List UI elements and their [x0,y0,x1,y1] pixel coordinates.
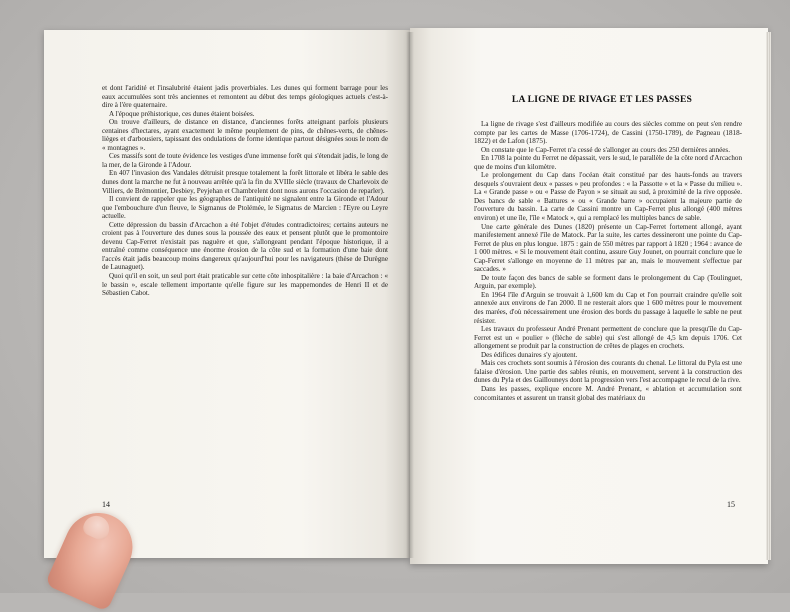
open-book [44,28,768,564]
section-heading: LA LIGNE DE RIVAGE ET LES PASSES [511,94,693,105]
paragraph: On constate que le Cap-Ferret n'a cessé de s'allonger au cours des 250 dernières années. [481,145,730,154]
paragraph: Cette dépression du bassin d'Arcachon a été l'objet d'études contradictoires; certains auteurs ne croient pas à l'ouverture des dunes sous la poussée des eaux et pensent plutôt que le promontoire devenu Cap-Ferret n'existait pas naguère et que, s'allongeant pendant l'époque historique, il a entraîné comme conséquence une énorme érosion de la côte sud et la formation d'une baie dont l'accès était jadis beaucoup moins dangereux qu'aujourd'hui pour les navigateurs (thèse de Durègne de Launaguet). [102,220,388,272]
paragraph: Le prolongement du Cap dans l'océan était constitué par des hauts-fonds au travers desquels s'ouvraient deux « passes » peu profondes : « la Passotte » et la « Passe du milieu ». La « Grande passe » ou « Passe de Payon » se situait au sud, à proximité de la rive opposée. Des bancs de sable « Battures » ou « Grande barre » occupaient la majeure partie de l'ouverture du bassin. La carte de Cassini montre un Cap-Ferret plus allongé (400 mètres environ) et une île, l'île « Matock », qui a remplacé les multiples bancs de sable. [474,171,742,223]
paragraph: A l'époque préhistorique, ces dunes étaient boisées. [109,109,255,118]
book-spine [406,32,414,558]
page-number: 14 [102,500,110,509]
page-number: 15 [727,500,735,509]
left-page [44,30,410,558]
paragraph: et dont l'aridité et l'insalubrité étaient jadis proverbiales. Les dunes qui forment barrage pour les eaux accumulées sont très anciennes et remontent au début des temps géologiques actuels c'est-à-dire à l'ère quaternaire. [102,84,388,110]
left-page-text [102,84,388,298]
paragraph: Dans les passes, explique encore M. André Prenant, « ablation et accumulation sont concomitantes et assurent un transit global des matériaux du [474,384,742,402]
paragraph: Ces massifs sont de toute évidence les vestiges d'une immense forêt qui s'étendait jadis, le long de la mer, de la Gironde à l'Adour. [102,152,388,169]
paragraph: Mais ces crochets sont soumis à l'érosion des courants du chenal. Le littoral du Pyla est une falaise d'érosion. Une partie des sables réunis, en mouvement, servent à la construction des dunes du Pyla et des Gaillouneys dont la progression vers l'est accompagne le recul de la rive. [474,359,742,385]
paragraph: En 1708 la pointe du Ferret ne dépassait, vers le sud, le parallèle de la côte nord d'Arcachon que de moins d'un kilomètre. [474,154,742,171]
paragraph: Il convient de rappeler que les géographes de l'antiquité ne signalent entre la Gironde et l'Adour que l'embouchure d'un fleuve, le Sigmanus de Ptolémée, le Sigmatus de Marcien : l'Eyre ou Leyre actuelle. [102,195,388,221]
right-page [410,28,768,564]
paragraph: Des édifices dunaires s'y ajoutent. [481,350,578,359]
paragraph: La ligne de rivage s'est d'ailleurs modifiée au cours des siècles comme on peut s'en rendre compte par les cartes de Masse (1706-1724), de Cassini (1750-1789), de Pagneau (1818-1822) et de Lafon (1875). [474,120,742,146]
paragraph: Une carte générale des Dunes (1820) présente un Cap-Ferret fortement allongé, ayant manifestement annexé l'île de Matock. Par la suite, les cartes dessineront une pointe du Cap-Ferret de plus en plus longue. 1875 : gain de 550 mètres par rapport à 1820 ; 1964 : avance de 1 000 mètres. « Si le mouvement était continu, assure Guy Jounet, on pourrait conclure que le Cap-Ferret s'allonge en moyenne de 11 mètres par an, mais le mouvement s'effectue par saccades. » [474,222,742,274]
right-page-text [474,120,742,402]
paragraph: On trouve d'ailleurs, de distance en distance, d'anciennes forêts atteignant parfois plusieurs centaines d'hectares, ayant exactement le même peuplement de pins, de chênes-verts, de chênes-lièges et d'arbousiers, tapissant des ondulations de forme identique partout désignées sous le nom de « montagnes ». [102,118,388,152]
page-edges [766,32,771,560]
paragraph: De toute façon des bancs de sable se forment dans le prolongement du Cap (Toulinguet, Arguin, par exemple). [474,273,742,291]
paragraph: Les travaux du professeur André Prenant permettent de conclure que la presqu'île du Cap-Ferret est un « poulier » (flèche de sable) qui s'est allongé de 4,5 km depuis 1706. Cet allongement se produit par la construction de crêtes de plages en crochets. [474,325,742,351]
paragraph: Quoi qu'il en soit, un seul port était praticable sur cette côte inhospitalière : la baie d'Arcachon : « le bassin », escale tellement importante qu'elle figure sur les mappemondes de Henri II et de Sébastien Cabot. [102,272,388,298]
paragraph: En 407 l'invasion des Vandales détruisit presque totalement la forêt littorale et libéra le sable des dunes dont la marche ne fut à nouveau arrêtée qu'à la fin du XVIIIe siècle (travaux de Charlevoix de Villiers, de Brémontier, Desbiey, Peyjehan et Chambrelent dont nous aurons l'occasion de reparler). [102,169,388,195]
paragraph: En 1964 l'île d'Arguin se trouvait à 1,600 km du Cap et l'on pourrait craindre qu'elle soit annexée aux environs de l'an 2000. Il ne resterait alors que 1 600 mètres pour le mouvement des marées, d'où nécessairement une érosion des bords du passage à laquelle le sable ne peut résister. [474,290,742,325]
